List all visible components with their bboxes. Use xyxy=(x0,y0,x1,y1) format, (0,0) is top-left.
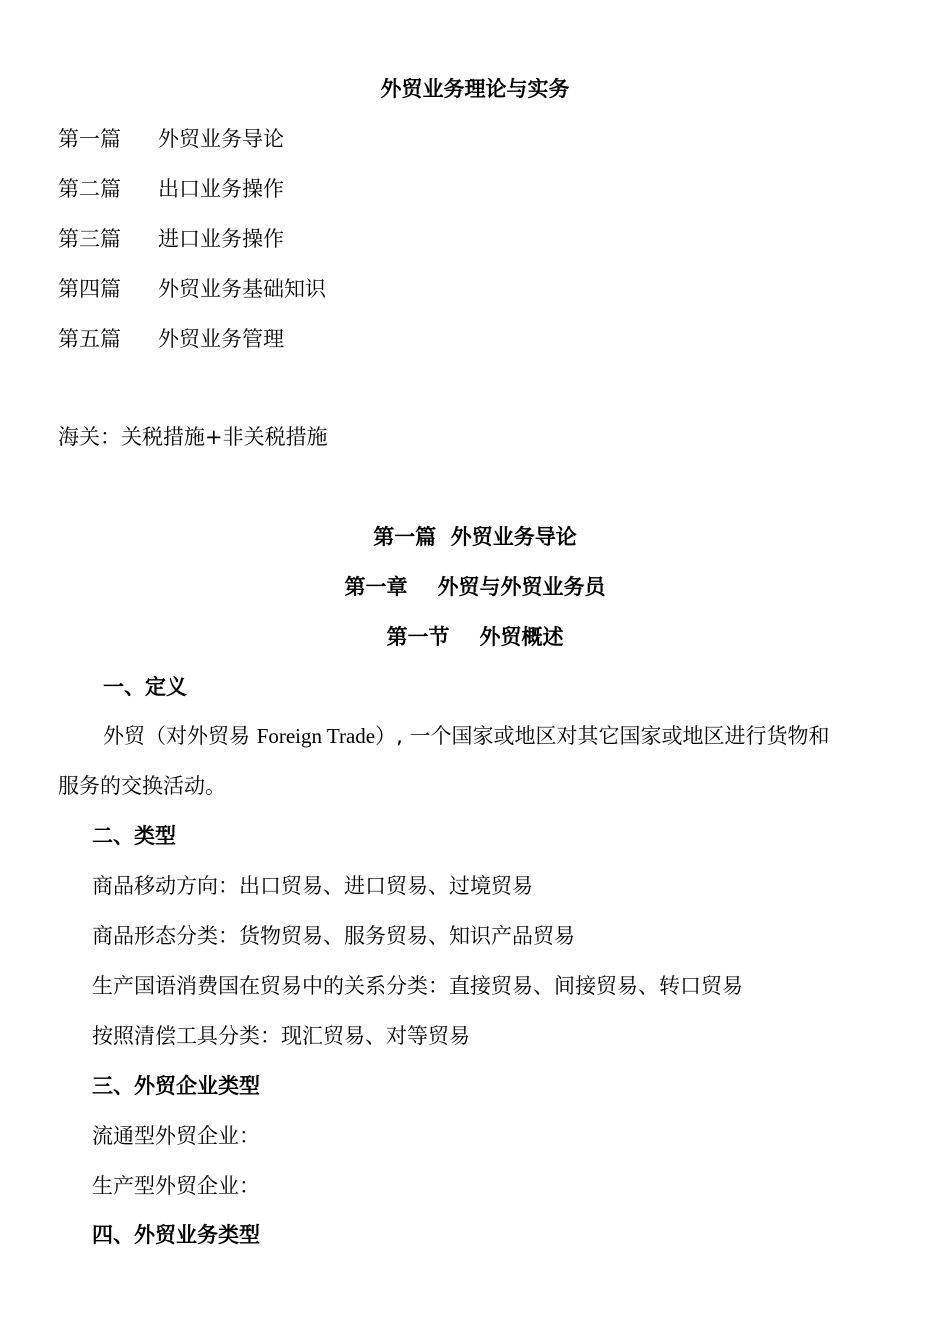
types-heading: 二、类型 xyxy=(92,824,176,848)
customs-note: 海关：关税措施+非关税措施 xyxy=(58,425,328,449)
definition-english-term: Foreign Trade xyxy=(256,724,376,748)
toc-item-title: 外贸业务导论 xyxy=(158,127,284,151)
toc-item-title: 进口业务操作 xyxy=(158,227,284,251)
toc-item-number: 第五篇 xyxy=(58,327,121,351)
section-title: 外贸概述 xyxy=(479,625,564,649)
toc-item-number: 第三篇 xyxy=(58,227,121,251)
section-heading xyxy=(0,624,950,650)
definition-heading: 一、定义 xyxy=(103,675,187,699)
definition-prefix: 外贸（对外贸易 xyxy=(103,724,257,748)
chapter-title: 外贸与外贸业务员 xyxy=(437,575,606,599)
business-types-heading: 四、外贸业务类型 xyxy=(92,1223,260,1247)
toc-item-title: 外贸业务基础知识 xyxy=(158,277,326,301)
toc-item-number: 第四篇 xyxy=(58,277,121,301)
enterprise-type-item: 生产型外贸企业： xyxy=(92,1174,260,1198)
toc-item-number: 第二篇 xyxy=(58,177,121,201)
types-item: 商品形态分类：货物贸易、服务贸易、知识产品贸易 xyxy=(92,924,575,948)
enterprise-type-item: 流通型外贸企业： xyxy=(92,1124,260,1148)
part-heading: 第一篇 外贸业务导论 xyxy=(373,525,577,549)
types-item: 生产国语消费国在贸易中的关系分类：直接贸易、间接贸易、转口贸易 xyxy=(92,974,743,998)
enterprise-types-heading: 三、外贸企业类型 xyxy=(92,1074,260,1098)
types-item: 按照清偿工具分类：现汇贸易、对等贸易 xyxy=(92,1024,470,1048)
chapter-number: 第一章 xyxy=(344,575,408,599)
definition-paragraph-line-1 xyxy=(103,723,829,749)
document-title: 外贸业务理论与实务 xyxy=(380,77,570,101)
definition-suffix: ）, 一个国家或地区对其它国家或地区进行货物和 xyxy=(375,724,830,748)
chapter-heading xyxy=(0,574,950,600)
toc-item-title: 外贸业务管理 xyxy=(158,327,284,351)
toc-item-number: 第一篇 xyxy=(58,127,121,151)
toc-item-title: 出口业务操作 xyxy=(158,177,284,201)
section-number: 第一节 xyxy=(386,625,450,649)
definition-paragraph-line-2: 服务的交换活动。 xyxy=(58,774,226,798)
types-item: 商品移动方向：出口贸易、进口贸易、过境贸易 xyxy=(92,874,533,898)
